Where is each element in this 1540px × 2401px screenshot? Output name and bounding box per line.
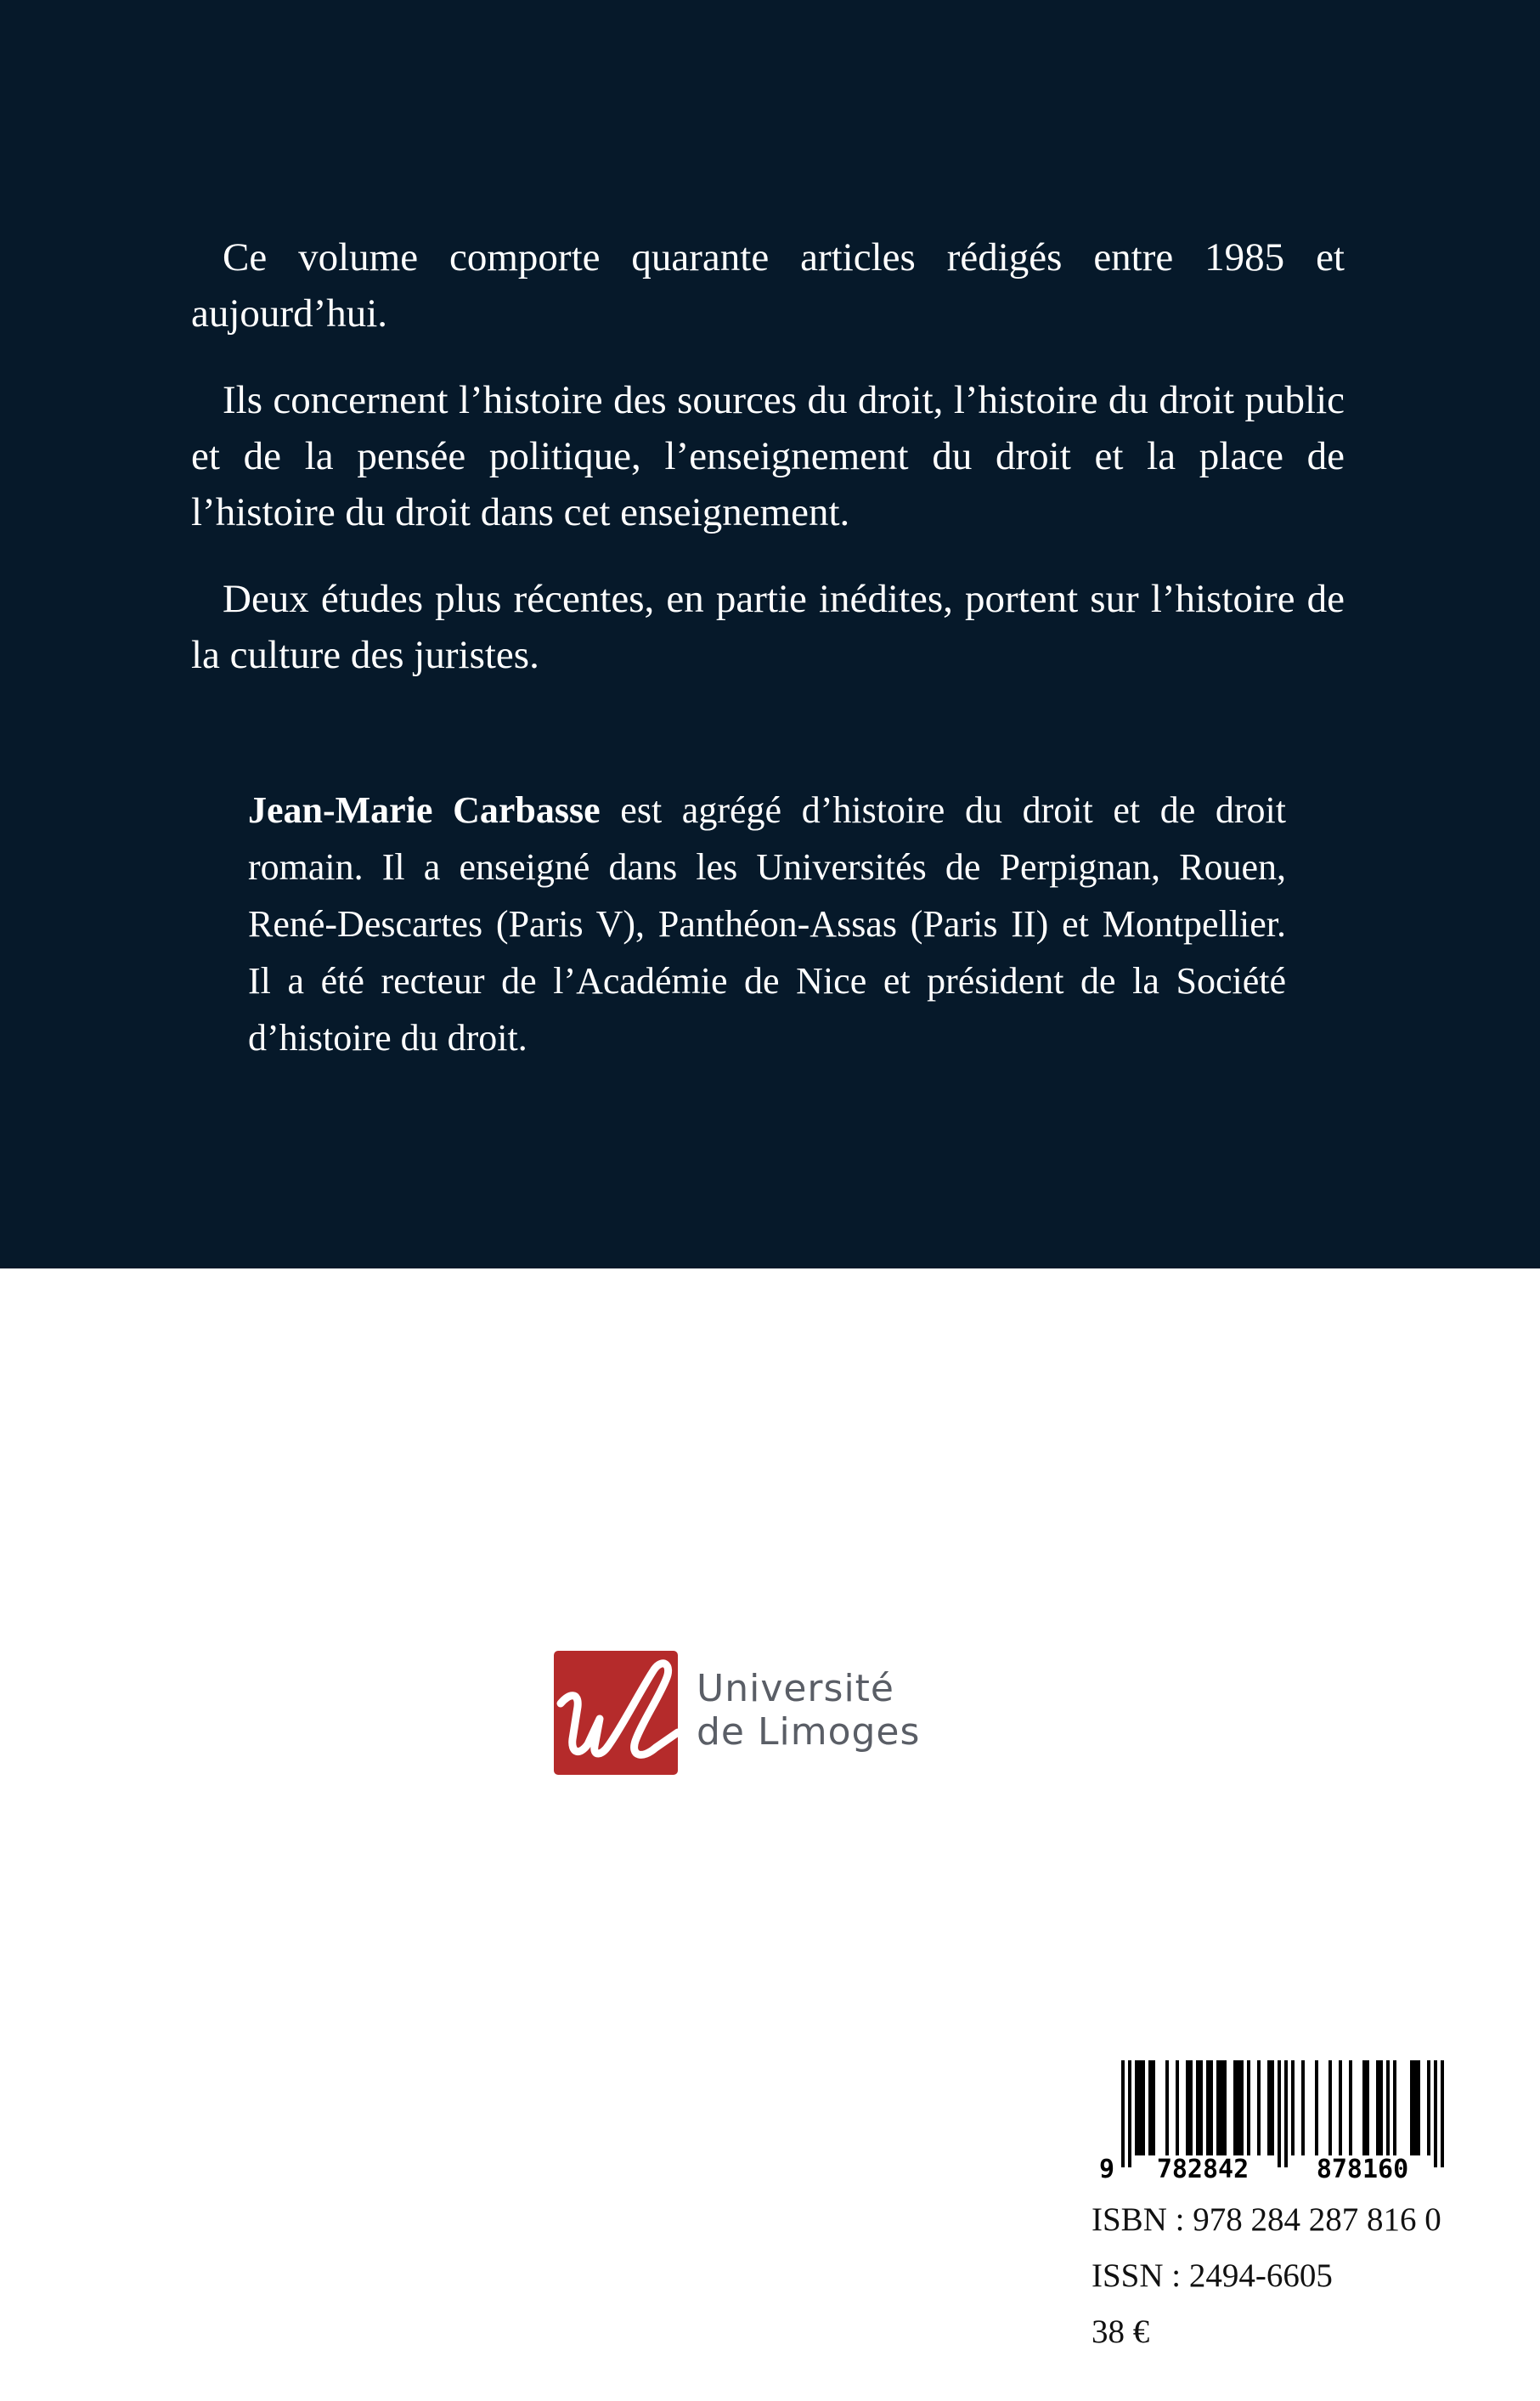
barcode-bar (1328, 2060, 1332, 2155)
barcode-bar (1301, 2060, 1305, 2155)
barcode-bar (1148, 2060, 1152, 2155)
barcode-bar (1257, 2060, 1261, 2155)
barcode-bar (1315, 2060, 1318, 2155)
summary-paragraph-1: Ce volume comporte quarante articles rédigés entre 1985 et aujourd’hui. (191, 235, 1345, 336)
logo-line-1: Université (697, 1667, 894, 1710)
barcode-bar (1220, 2060, 1223, 2155)
barcode-bar (1284, 2060, 1288, 2167)
barcode-bar (1441, 2060, 1444, 2167)
barcode-bar (1121, 2060, 1125, 2167)
summary-blurb (191, 229, 1345, 714)
author-bio (248, 782, 1286, 1066)
barcode-bar (1199, 2060, 1203, 2155)
barcode-bar (1393, 2060, 1396, 2155)
barcode-bar (1240, 2060, 1244, 2155)
barcode-bar (1376, 2060, 1379, 2155)
barcode-bar (1176, 2060, 1179, 2155)
publication-info (1092, 2192, 1441, 2360)
barcode-bar (1135, 2060, 1138, 2155)
barcode-bar (1189, 2060, 1193, 2155)
barcode-bar (1267, 2060, 1271, 2155)
barcode-bar (1417, 2060, 1420, 2155)
barcode-bar (1216, 2060, 1220, 2155)
barcode-bar (1142, 2060, 1145, 2155)
barcode-bar (1349, 2060, 1352, 2155)
barcode-bar (1233, 2060, 1237, 2155)
author-name: Jean-Marie Carbasse (248, 789, 601, 831)
isbn-barcode (1096, 2060, 1461, 2179)
barcode-bar (1339, 2060, 1342, 2155)
barcode-bar (1434, 2060, 1437, 2167)
barcode-digits: 9 (1098, 2155, 1114, 2179)
barcode-bar (1138, 2060, 1142, 2155)
barcode-bar (1413, 2060, 1417, 2155)
barcode-graphic (1096, 2060, 1461, 2179)
barcode-bar (1152, 2060, 1155, 2155)
ul-monogram-icon (554, 1651, 678, 1775)
barcode-bar (1366, 2060, 1369, 2155)
barcode-bar (1427, 2060, 1430, 2155)
isbn-text: ISBN : 978 284 287 816 0 (1092, 2201, 1441, 2238)
barcode-bar (1362, 2060, 1366, 2155)
barcode-bar (1379, 2060, 1383, 2155)
logo-line-2: de Limoges (697, 1710, 921, 1754)
barcode-digits: 782842 (1156, 2155, 1249, 2179)
barcode-bar (1196, 2060, 1199, 2155)
barcode-bar (1210, 2060, 1213, 2155)
issn-text: ISSN : 2494-6605 (1092, 2257, 1333, 2294)
barcode-bar (1271, 2060, 1274, 2155)
barcode-bar (1247, 2060, 1250, 2155)
author-bio-paragraph (248, 782, 1286, 1066)
barcode-bar (1165, 2060, 1169, 2155)
barcode-bar (1410, 2060, 1413, 2155)
barcode-digits: 878160 (1316, 2155, 1409, 2179)
price-text: 38 € (1092, 2313, 1150, 2350)
publisher-logo (554, 1648, 936, 1776)
author-bio-text: est agrégé d’histoire du droit et de droit romain. Il a enseigné dans les Universités de Perpignan, Rouen, René-Descartes (Paris V), Panthéon-Assas (Paris II) et Montpellier. Il a été recteur de l’Académie de Nice et président de la Société d’histoire du droit. (248, 789, 1287, 1059)
summary-paragraph-3: Deux études plus récentes, en partie inédites, portent sur l’histoire de la culture des juristes. (191, 577, 1345, 677)
barcode-bar (1291, 2060, 1295, 2155)
barcode-bar (1223, 2060, 1227, 2155)
barcode-bar (1386, 2060, 1390, 2155)
barcode-bar (1186, 2060, 1189, 2155)
barcode-bar (1278, 2060, 1281, 2167)
barcode-bar (1206, 2060, 1210, 2155)
logo-wordmark (697, 1667, 920, 1754)
barcode-bar (1237, 2060, 1240, 2155)
barcode-bar (1128, 2060, 1131, 2167)
summary-paragraph-2: Ils concernent l’histoire des sources du droit, l’histoire du droit public et de la pensée politique, l’enseignement du droit et la place de l’histoire du droit dans cet enseignement. (191, 378, 1345, 534)
